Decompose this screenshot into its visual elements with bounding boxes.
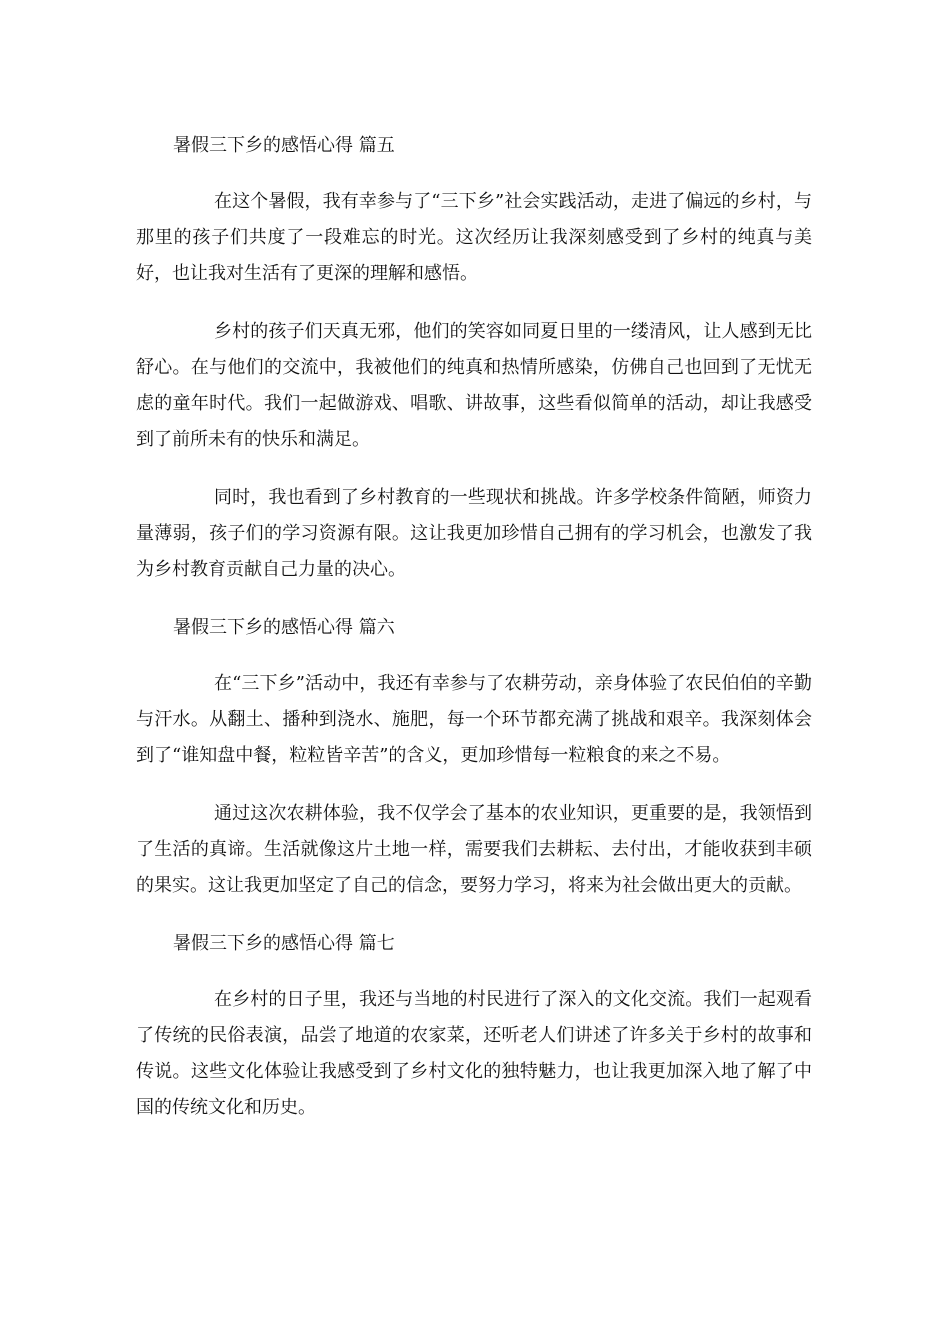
- document-content: [136, 128, 812, 1148]
- paragraph: 通过这次农耕体验，我不仅学会了基本的农业知识，更重要的是，我领悟到了生活的真谛。生活就像这片土地一样，需要我们去耕耘、去付出，才能收获到丰硕的果实。这让我更加坚定了自己的信念，要努力学习，将来为社会做出更大的贡献。: [136, 803, 812, 896]
- section-heading-7: 暑假三下乡的感悟心得 篇七: [173, 933, 395, 954]
- paragraph: 同时，我也看到了乡村教育的一些现状和挑战。许多学校条件简陋，师资力量薄弱，孩子们的学习资源有限。这让我更加珍惜自己拥有的学习机会，也激发了我为乡村教育贡献自己力量的决心。: [136, 487, 812, 580]
- paragraph: 在这个暑假，我有幸参与了“三下乡”社会实践活动，走进了偏远的乡村，与那里的孩子们共度了一段难忘的时光。这次经历让我深刻感受到了乡村的纯真与美好，也让我对生活有了更深的理解和感悟。: [136, 191, 812, 284]
- paragraph: 乡村的孩子们天真无邪，他们的笑容如同夏日里的一缕清风，让人感到无比舒心。在与他们的交流中，我被他们的纯真和热情所感染，仿佛自己也回到了无忧无虑的童年时代。我们一起做游戏、唱歌、讲故事，这些看似简单的活动，却让我感受到了前所未有的快乐和满足。: [136, 321, 812, 450]
- section-heading-5: 暑假三下乡的感悟心得 篇五: [173, 135, 395, 156]
- paragraph: 在乡村的日子里，我还与当地的村民进行了深入的文化交流。我们一起观看了传统的民俗表演，品尝了地道的农家菜，还听老人们讲述了许多关于乡村的故事和传说。这些文化体验让我感受到了乡村文化的独特魅力，也让我更加深入地了解了中国的传统文化和历史。: [136, 989, 812, 1118]
- section-heading-6: 暑假三下乡的感悟心得 篇六: [173, 617, 395, 638]
- paragraph: 在“三下乡”活动中，我还有幸参与了农耕劳动，亲身体验了农民伯伯的辛勤与汗水。从翻土、播种到浇水、施肥，每一个环节都充满了挑战和艰辛。我深刻体会到了“谁知盘中餐，粒粒皆辛苦”的含义，更加珍惜每一粒粮食的来之不易。: [136, 673, 812, 766]
